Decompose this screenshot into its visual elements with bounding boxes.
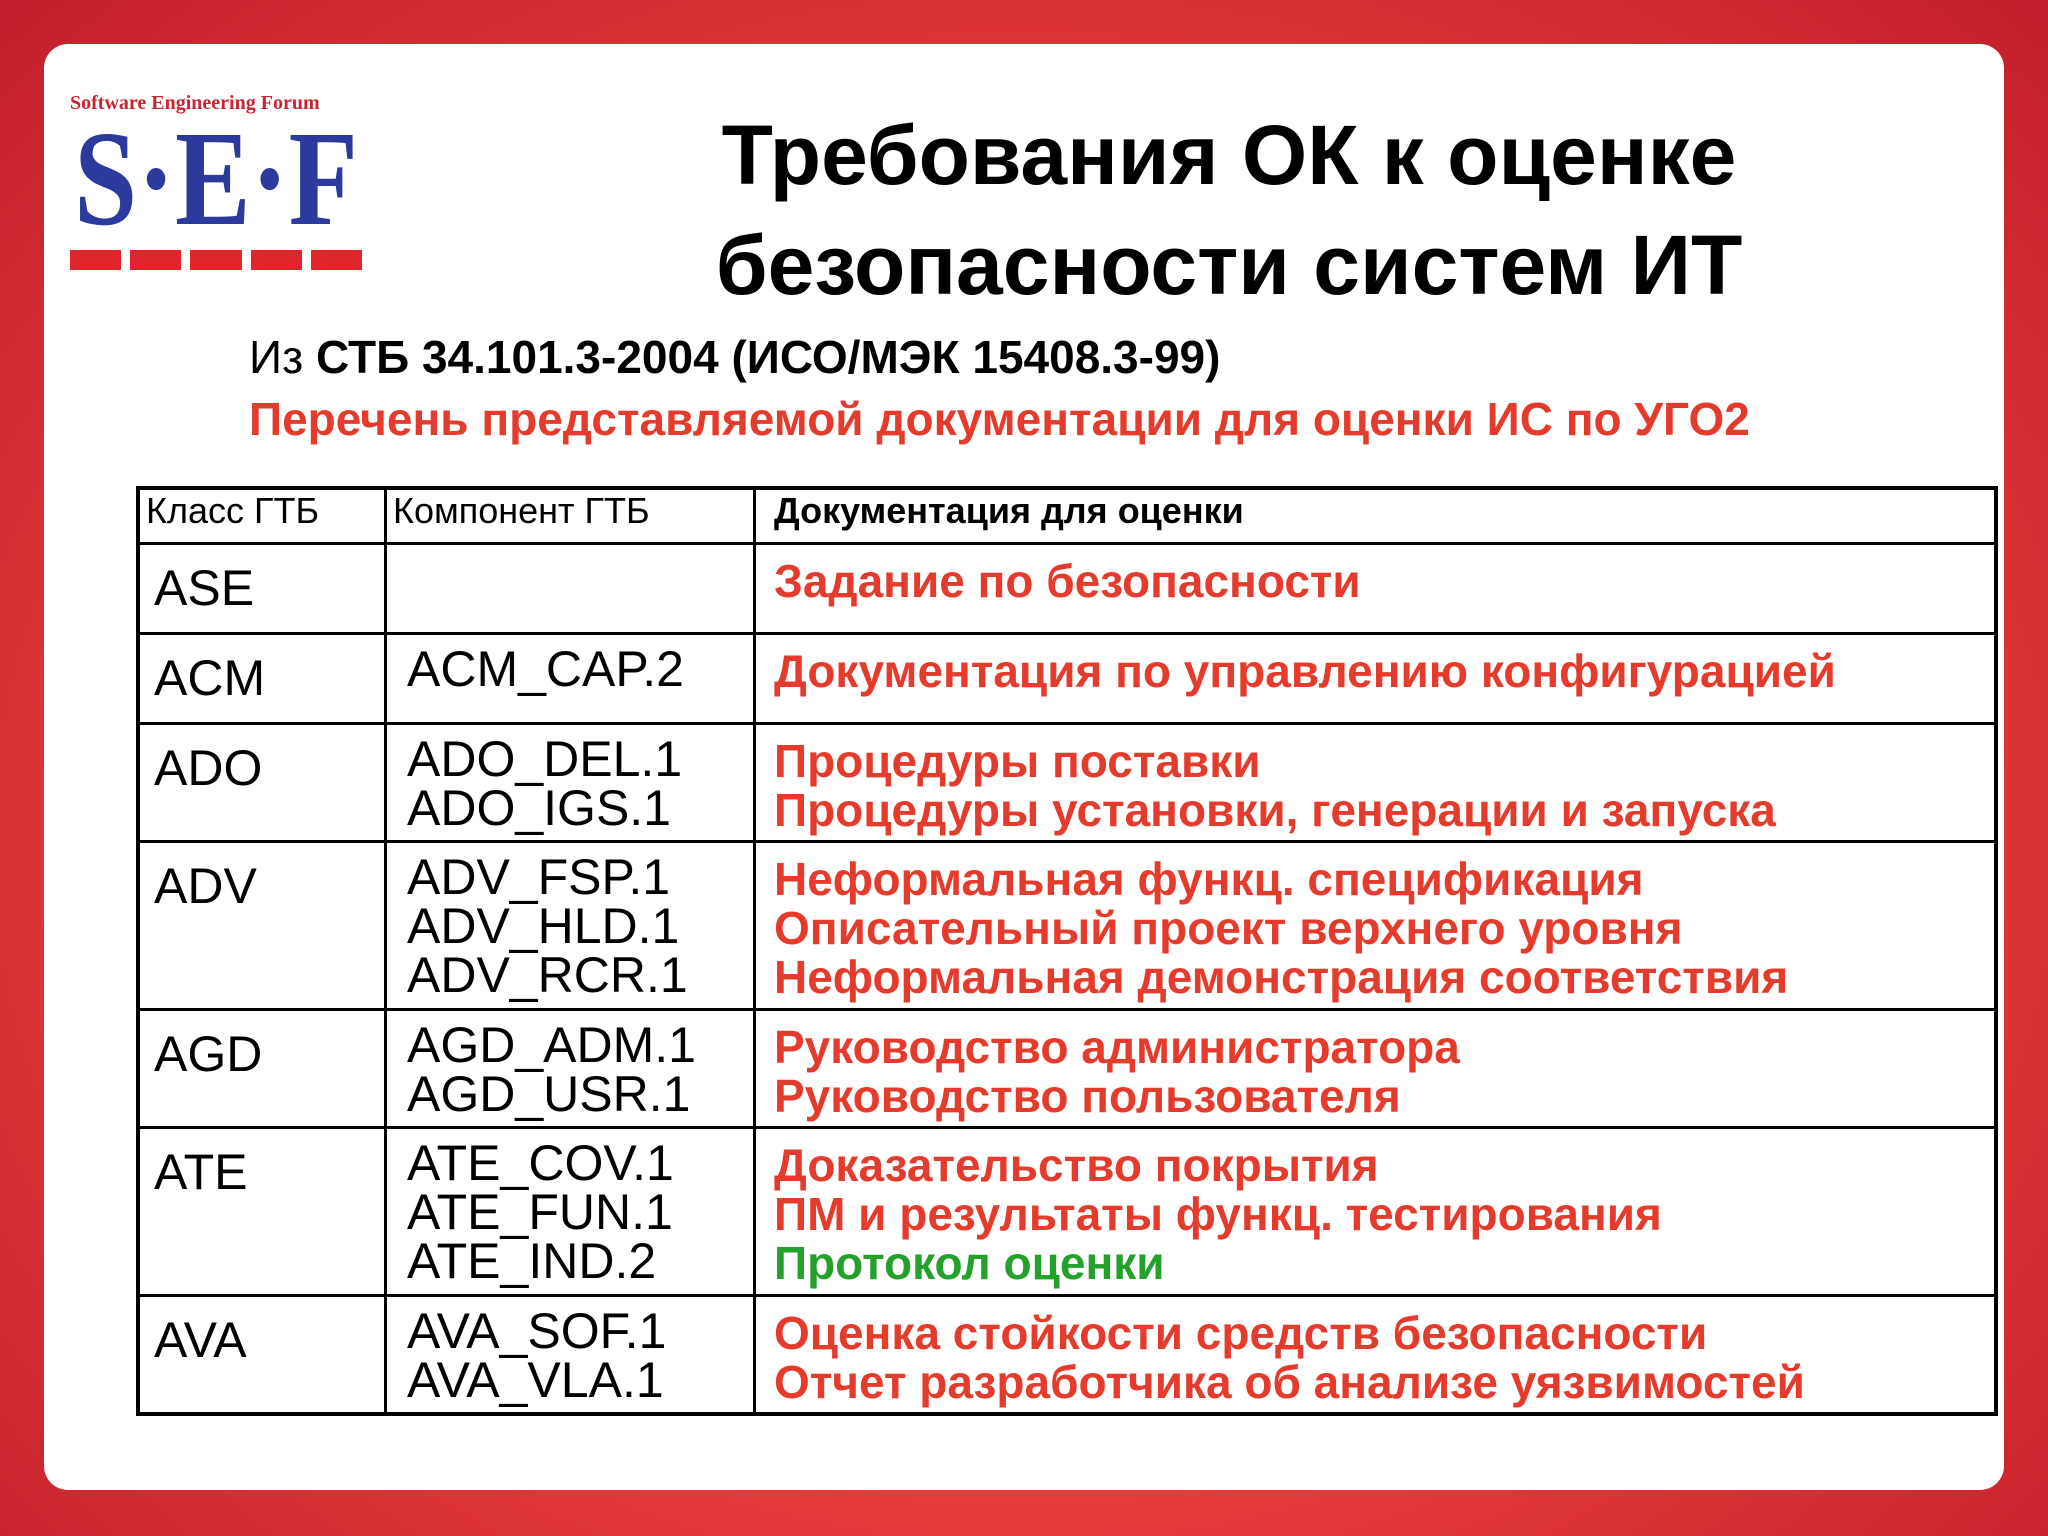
page-title	[604, 100, 1854, 320]
documentation-item: Описательный проект верхнего уровня	[774, 902, 1683, 954]
table-row	[138, 1296, 1996, 1414]
table-row	[138, 842, 1996, 1010]
component-item: ATE_IND.2	[407, 1233, 657, 1289]
cell-class: AVA	[138, 1296, 386, 1414]
documentation-table	[136, 486, 1998, 1416]
source-prefix: Из	[249, 331, 304, 383]
documentation-item: Неформальная демонстрация соответствия	[774, 951, 1789, 1003]
documentation-item: Неформальная функц. спецификация	[774, 853, 1644, 905]
subtitle: Перечень представляемой документации для оценки ИС по УГО2	[249, 393, 1750, 445]
table-row	[138, 634, 1996, 724]
documentation-item: Доказательство покрытия	[774, 1139, 1379, 1191]
component-item: AVA_SOF.1	[407, 1303, 667, 1359]
cell-documentation	[755, 842, 1997, 1010]
cell-class: ADV	[138, 842, 386, 1010]
source-standard: СТБ 34.101.3-2004 (ИСО/МЭК 15408.3-99)	[315, 331, 1221, 383]
logo-bars	[70, 250, 362, 270]
table-row	[138, 1128, 1996, 1296]
cell-documentation	[755, 1010, 1997, 1128]
cell-class: ASE	[138, 544, 386, 634]
component-item: AVA_VLA.1	[407, 1352, 664, 1408]
documentation-item: Отчет разработчика об анализе уязвимостей	[774, 1356, 1805, 1408]
source-line	[249, 330, 1220, 384]
component-item: ADV_HLD.1	[407, 898, 680, 954]
header-component: Компонент ГТБ	[386, 488, 755, 544]
logo-text: S·E·F	[74, 112, 358, 242]
component-item: AGD_USR.1	[407, 1066, 691, 1122]
cell-components	[386, 544, 755, 634]
documentation-item: Задание по безопасности	[774, 555, 1361, 607]
slide	[44, 44, 2004, 1490]
cell-components	[386, 634, 755, 724]
component-item: ADV_FSP.1	[407, 849, 671, 905]
documentation-item: Руководство пользователя	[774, 1070, 1401, 1122]
documentation-item: Процедуры поставки	[774, 735, 1261, 787]
component-item: AGD_ADM.1	[407, 1017, 696, 1073]
documentation-item: Оценка стойкости средств безопасности	[774, 1307, 1708, 1359]
cell-components	[386, 1296, 755, 1414]
documentation-item: Процедуры установки, генерации и запуска	[774, 784, 1776, 836]
component-item: ACM_CAP.2	[407, 641, 684, 697]
cell-documentation	[755, 544, 1997, 634]
cell-documentation	[755, 634, 1997, 724]
sef-logo	[70, 92, 362, 282]
cell-class: ACM	[138, 634, 386, 724]
cell-components	[386, 1128, 755, 1296]
logo-subtitle: Software Engineering Forum	[70, 92, 320, 114]
table-row	[138, 724, 1996, 842]
cell-documentation	[755, 1128, 1997, 1296]
component-item: ATE_FUN.1	[407, 1184, 673, 1240]
cell-components	[386, 1010, 755, 1128]
component-item: ADO_IGS.1	[407, 780, 671, 836]
cell-components	[386, 724, 755, 842]
component-item: ADV_RCR.1	[407, 947, 688, 1003]
component-item: ADO_DEL.1	[407, 731, 683, 787]
cell-components	[386, 842, 755, 1010]
documentation-item: Протокол оценки	[774, 1237, 1165, 1289]
cell-documentation	[755, 724, 1997, 842]
component-item: ATE_COV.1	[407, 1135, 674, 1191]
table-row	[138, 544, 1996, 634]
cell-class: ATE	[138, 1128, 386, 1296]
cell-class: ADO	[138, 724, 386, 842]
title-line-1: Требования ОК к оценке	[721, 108, 1737, 202]
documentation-item: Документация по управлению конфигурацией	[774, 645, 1836, 697]
documentation-item: ПМ и результаты функц. тестирования	[774, 1188, 1662, 1240]
header-documentation: Документация для оценки	[755, 488, 1997, 544]
logo-letters	[70, 112, 362, 242]
documentation-item: Руководство администратора	[774, 1021, 1460, 1073]
header-class: Класс ГТБ	[138, 488, 386, 544]
cell-documentation	[755, 1296, 1997, 1414]
title-line-2: безопасности систем ИТ	[715, 218, 1743, 312]
cell-class: AGD	[138, 1010, 386, 1128]
table-row	[138, 1010, 1996, 1128]
table-header-row	[138, 488, 1996, 544]
